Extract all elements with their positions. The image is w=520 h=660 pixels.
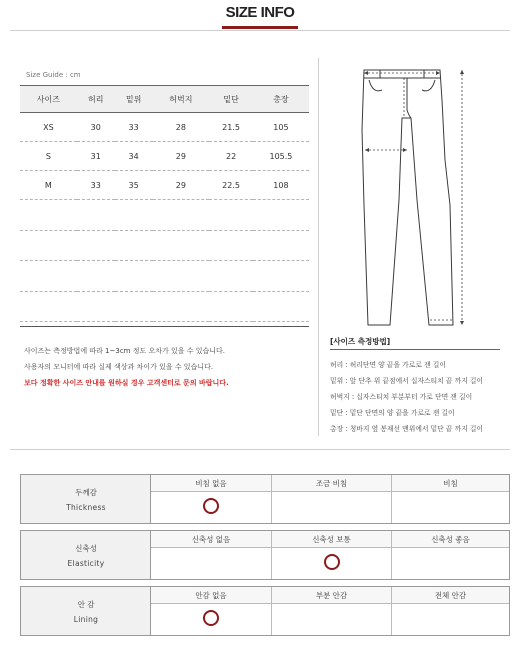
table-cell: 105 <box>253 113 309 142</box>
vertical-divider <box>318 58 319 436</box>
note-monitor: 사용자의 모니터에 따라 실제 색상과 차이가 있을 수 있습니다. <box>24 363 214 371</box>
option-cell <box>271 475 391 523</box>
empty-row <box>20 200 309 231</box>
table-cell: 33 <box>115 113 153 142</box>
selected-circle-mark <box>324 554 340 570</box>
table-cell: 34 <box>115 142 153 171</box>
table-cell: 105.5 <box>253 142 309 171</box>
title-underline <box>222 26 298 29</box>
top-divider <box>10 30 510 31</box>
table-cell: S <box>20 142 77 171</box>
column-header: 허벅지 <box>153 86 210 113</box>
option-cell <box>391 531 509 579</box>
thickness-label <box>21 475 151 523</box>
size-table-header <box>20 86 309 113</box>
pants-diagram <box>344 60 474 330</box>
empty-row <box>20 230 309 261</box>
table-cell: 21.5 <box>209 113 253 142</box>
table-cell: 30 <box>77 113 115 142</box>
option-header: 신축성 좋음 <box>392 531 509 548</box>
table-cell: 22 <box>209 142 253 171</box>
empty-row <box>20 261 309 292</box>
label-korean: 신축성 <box>75 544 97 553</box>
selected-circle-mark <box>203 498 219 514</box>
measure-howto-item: 밑위 : 앞 단추 위 끝점에서 십자스티치 끝 까지 길이 <box>330 377 484 385</box>
measure-howto-item: 허벅지 : 십자스티치 부분부터 가로 단면 잰 길이 <box>330 393 473 401</box>
table-cell: 33 <box>77 171 115 200</box>
measure-howto-item: 허리 : 허리단면 양 끝을 가로로 잰 길이 <box>330 361 446 369</box>
table-cell: 108 <box>253 171 309 200</box>
column-header: 사이즈 <box>20 86 77 113</box>
option-cell <box>271 531 391 579</box>
measure-howto-item: 밑단 : 밑단 단면의 양 끝을 가로로 잰 길이 <box>330 409 455 417</box>
option-header: 신축성 보통 <box>272 531 391 548</box>
option-header: 비침 없음 <box>151 475 271 492</box>
note-contact: 보다 정확한 사이즈 안내를 원하실 경우 고객센터로 문의 바랍니다. <box>24 379 229 387</box>
option-cell <box>391 475 509 523</box>
column-header: 총장 <box>253 86 309 113</box>
label-english: Thickness <box>66 503 106 512</box>
size-guide-label: Size Guide : cm <box>26 71 81 79</box>
note-measurement: 사이즈는 측정방법에 따라 1~3cm 정도 오차가 있을 수 있습니다. <box>24 347 225 355</box>
column-header: 밑단 <box>209 86 253 113</box>
thickness-row <box>20 474 510 524</box>
option-header: 안감 없음 <box>151 587 271 604</box>
measure-howto-rule <box>330 349 500 350</box>
lining-label <box>21 587 151 635</box>
label-korean: 안 감 <box>77 600 95 609</box>
option-header: 신축성 없음 <box>151 531 271 548</box>
table-cell: 35 <box>115 171 153 200</box>
elasticity-label <box>21 531 151 579</box>
lining-row <box>20 586 510 636</box>
elasticity-row <box>20 530 510 580</box>
measure-howto-title: [사이즈 측정방법] <box>330 337 391 346</box>
page-title: SIZE INFO <box>225 4 295 21</box>
table-cell: XS <box>20 113 77 142</box>
option-cell <box>151 475 271 523</box>
table-row <box>20 142 309 171</box>
table-row <box>20 171 309 200</box>
label-english: Elasticity <box>67 559 105 568</box>
measure-howto-item: 총장 : 청바지 옆 봉재선 맨위에서 밑단 끝 까지 길이 <box>330 425 484 433</box>
option-header: 전체 안감 <box>392 587 509 604</box>
table-cell: M <box>20 171 77 200</box>
size-table <box>20 85 309 322</box>
column-header: 밑위 <box>115 86 153 113</box>
option-cell <box>151 531 271 579</box>
option-header: 부분 안감 <box>272 587 391 604</box>
label-korean: 두께감 <box>75 488 97 497</box>
option-header: 비침 <box>392 475 509 492</box>
table-cell: 29 <box>153 142 210 171</box>
selected-circle-mark <box>203 610 219 626</box>
table-cell: 29 <box>153 171 210 200</box>
table-cell: 31 <box>77 142 115 171</box>
label-english: Lining <box>73 615 99 624</box>
empty-row <box>20 291 309 322</box>
option-cell <box>391 587 509 635</box>
table-row <box>20 113 309 142</box>
table-cell: 28 <box>153 113 210 142</box>
table-bottom-rule <box>20 326 309 327</box>
option-cell <box>151 587 271 635</box>
column-header: 허리 <box>77 86 115 113</box>
section-divider <box>10 449 510 450</box>
option-cell <box>271 587 391 635</box>
table-cell: 22.5 <box>209 171 253 200</box>
option-header: 조금 비침 <box>272 475 391 492</box>
